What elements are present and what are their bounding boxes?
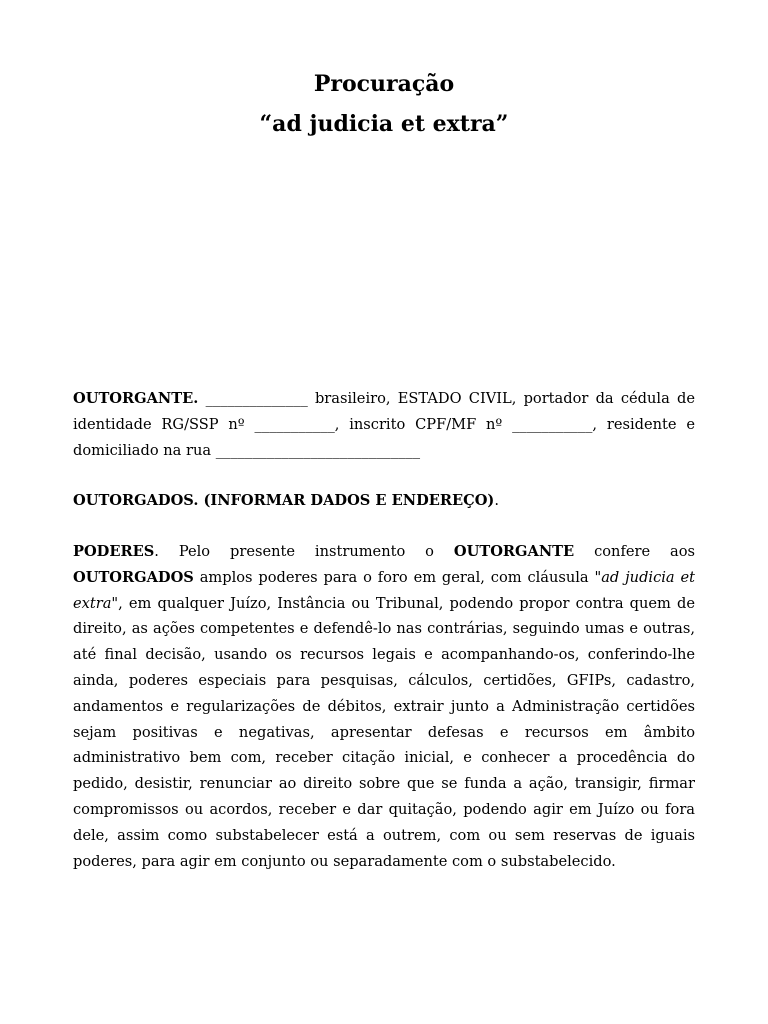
poderes-label: PODERES — [73, 543, 155, 560]
outorgante-paragraph — [73, 386, 695, 463]
poderes-outorgados-term: OUTORGADOS — [73, 568, 194, 586]
poderes-outorgante-term: OUTORGANTE — [453, 543, 575, 560]
poderes-text-4: ", em qualquer Juízo, Instância ou Tribunal, podendo propor contra quem de direito, as ações competentes e defendê-lo nas contrárias, seguindo umas e outras, até final decisão, usando os recursos legais e acompanhando-os, conferindo-lhe ainda, poderes especiais para pesquisas, cálculos, certidões, GFIPs, cadastro, andamentos e regularizações de débitos, extrair junto a Administração certidões sejam positivas e negativas, apresentar defesas e recursos em âmbito administrativo bem com, receber citação inicial, e conhecer a procedência do pedido, desistir, renunciar ao direito sobre que se funda a ação, transigir, firmar compromissos ou acordos, receber e dar quitação, podendo agir em Juízo ou fora dele, assim como substabelecer está a outrem, com ou sem reservas de iguais poderes, para agir em conjunto ou separadamente com o substabelecido. — [73, 594, 695, 870]
document-title: Procuração — [313, 71, 455, 97]
outorgante-label: OUTORGANTE. — [73, 390, 199, 407]
document-header — [0, 64, 768, 144]
outorgados-text: . — [494, 492, 499, 509]
outorgados-label: OUTORGADOS. (INFORMAR DADOS E ENDEREÇO) — [73, 492, 495, 509]
poderes-paragraph — [73, 539, 695, 874]
document-subtitle: “ad judicia et extra” — [259, 111, 509, 137]
poderes-text-2: confere aos — [574, 543, 695, 560]
outorgados-paragraph — [73, 488, 695, 514]
outorgante-text: ______________ brasileiro, ESTADO CIVIL, portador da cédula de identidade RG/SSP nº ___________, inscrito CPF/MF nº ___________, residente e domiciliado na rua ____________________________ — [73, 390, 695, 459]
poderes-text-3: amplos poderes para o foro em geral, com cláusula " — [193, 568, 602, 586]
poderes-clause-italic: ad judicia et extra — [73, 568, 696, 612]
poderes-text-1: . Pelo presente instrumento o — [154, 543, 454, 560]
